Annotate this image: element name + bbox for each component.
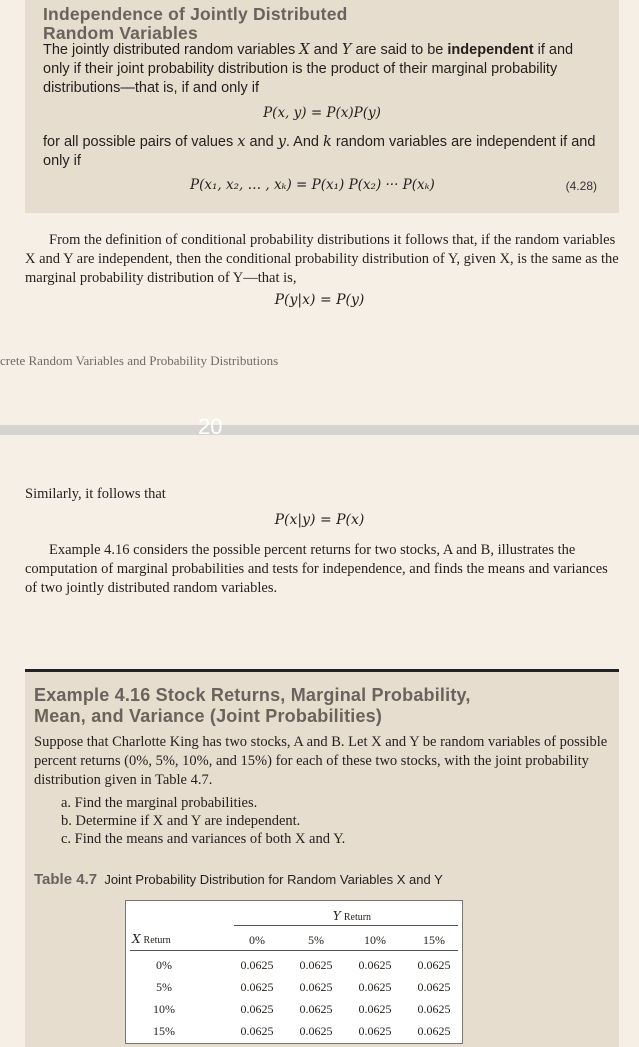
text-fragment: and	[313, 42, 338, 58]
header-rule	[130, 950, 458, 951]
table-cell: 0.0625	[417, 1024, 451, 1038]
page-number: 20	[198, 414, 223, 439]
x-return-header	[132, 932, 171, 947]
text-fragment: . And	[285, 134, 319, 150]
equation-k-independence: P(x₁, x₂, … , xₖ) = P(x₁) P(x₂) ··· P(xₖ)	[190, 177, 435, 193]
table-cell: 0.0625	[240, 958, 274, 972]
table-cell: 0.0625	[299, 958, 333, 972]
text-fragment: random variables are independent if and only if	[43, 134, 596, 169]
header-rule	[234, 925, 458, 926]
running-head: crete Random Variables and Probability Distributions	[0, 353, 279, 368]
table-caption	[34, 871, 443, 888]
table-cell: 0.0625	[417, 958, 451, 972]
example-box	[25, 669, 619, 1047]
text-fragment: Y	[332, 909, 341, 923]
definition-title	[43, 5, 348, 43]
table-cell: 0.0625	[358, 1002, 392, 1016]
text-fragment: Return	[143, 935, 171, 946]
table-cell: 0.0625	[358, 1024, 392, 1038]
equation-y-given-x: P(y|x) = P(y)	[274, 292, 365, 308]
column-header: 10%	[364, 933, 386, 947]
table-cell: 0.0625	[358, 958, 392, 972]
independent-term: independent	[447, 42, 534, 58]
row-header: 0%	[156, 958, 172, 972]
variable-k: k	[323, 134, 332, 150]
page-break-divider	[0, 425, 639, 435]
table-cell: 0.0625	[358, 980, 392, 994]
definition-paragraph-1	[43, 41, 603, 98]
definition-title-line1: Independence of Jointly Distributed	[43, 4, 348, 24]
text-fragment: for all possible pairs of values	[43, 134, 234, 150]
equation-independence: P(x, y) = P(x)P(y)	[263, 105, 381, 121]
definition-box	[25, 0, 619, 213]
equation-number: (4.28)	[565, 179, 597, 193]
text-fragment: Return	[343, 912, 372, 923]
table-caption-text: Joint Probability Distribution for Random Variables X and Y	[104, 872, 443, 887]
text-fragment: if and only if their joint probability distribution is the product of their marginal probability distributions—that is, if and only if	[43, 42, 574, 96]
table-cell: 0.0625	[240, 1024, 274, 1038]
list-item: b. Determine if X and Y are independent.	[61, 813, 301, 829]
list-item: a. Find the marginal probabilities.	[61, 795, 258, 811]
variable-x: x	[237, 134, 246, 150]
table-cell: 0.0625	[240, 1002, 274, 1016]
variable-Y: Y	[341, 42, 352, 58]
variable-X: X	[299, 42, 310, 58]
table-cell: 0.0625	[299, 980, 333, 994]
equation-x-given-y: P(x|y) = P(x)	[274, 512, 365, 528]
text-fragment: and	[249, 134, 274, 150]
row-header: 5%	[156, 980, 172, 994]
table-cell: 0.0625	[240, 980, 274, 994]
row-header: 10%	[153, 1002, 175, 1016]
y-return-header	[318, 909, 386, 924]
table-cell: 0.0625	[417, 980, 451, 994]
table-cell: 0.0625	[299, 1002, 333, 1016]
example-title	[34, 685, 604, 727]
example-title-line2: Mean, and Variance (Joint Probabilities)	[34, 706, 383, 726]
text-fragment: The jointly distributed random variables	[43, 42, 296, 58]
column-header: 15%	[423, 933, 445, 947]
definition-paragraph-2	[43, 133, 603, 171]
example-task-list	[61, 794, 345, 848]
column-header: 0%	[249, 933, 265, 947]
definition-title-line2: Random Variables	[43, 23, 198, 43]
column-header: 5%	[308, 933, 324, 947]
example-text: Suppose that Charlotte King has two stocks, A and B. Let X and Y be random variables of possible percent returns (0%, 5%, 10%, and 15%) for each of these two stocks, with the joint probability distribution given in Table 4.7.	[34, 734, 608, 788]
text-fragment: are said to be	[355, 42, 444, 58]
text-fragment: X	[132, 932, 141, 946]
table-cell: 0.0625	[299, 1024, 333, 1038]
table-caption-number: Table 4.7	[34, 871, 98, 888]
conditional-paragraph: From the definition of conditional probability distributions it follows that, if the random variables X and Y are independent, then the conditional probability distribution of Y, given X, is the same as the marginal probability distribution of Y—that is,	[25, 232, 619, 286]
list-item: c. Find the means and variances of both X and Y.	[61, 831, 346, 847]
row-header: 15%	[153, 1024, 175, 1038]
example-intro-paragraph: Example 4.16 considers the possible percent returns for two stocks, A and B, illustrates the computation of marginal probabilities and tests for independence, and finds the means and variances of two jointly distributed random variables.	[25, 542, 608, 596]
variable-y: y	[277, 134, 286, 150]
table-cell: 0.0625	[417, 1002, 451, 1016]
similarly-paragraph: Similarly, it follows that	[25, 486, 166, 502]
example-title-line1: Example 4.16 Stock Returns, Marginal Probability,	[34, 685, 471, 705]
joint-probability-table	[125, 900, 463, 1044]
